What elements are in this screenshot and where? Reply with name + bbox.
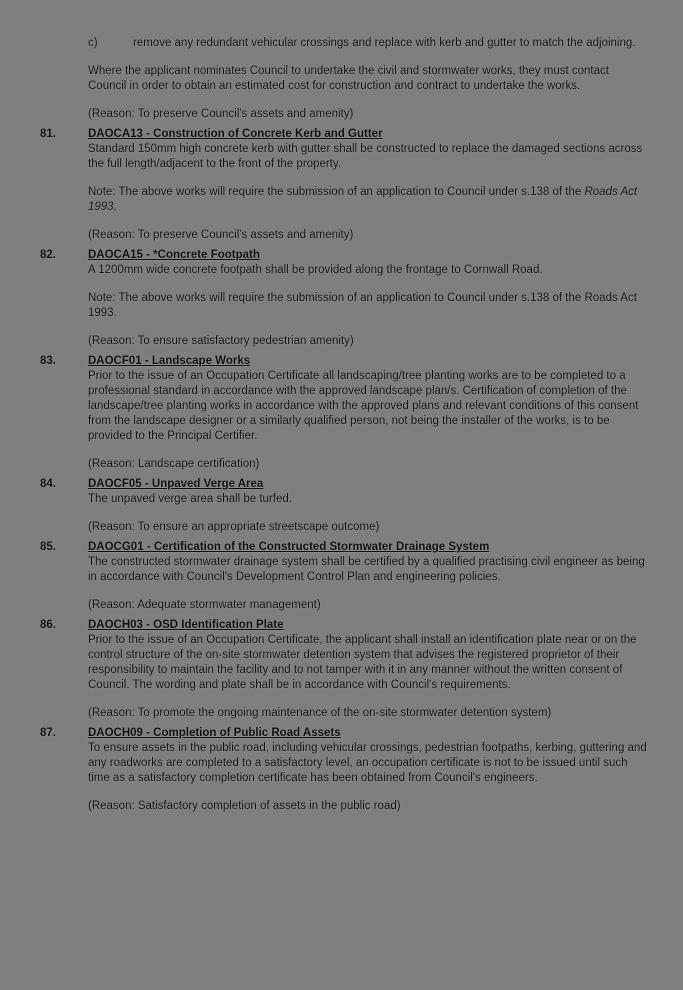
condition-reason: (Reason: Satisfactory completion of assets in the public road) xyxy=(88,800,401,812)
condition-body: Prior to the issue of an Occupation Certificate all landscaping/tree planting works are to be completed to a professional standard in accordance with the approved landscape plan/s. Certification of completion of the landscape/tree planting works in accordance with the approved plans and relevant conditions of this consent from the landscape designer or a similarly qualified person, not being the installer of the works, is to be provided to the Principal Certifier. xyxy=(88,370,639,442)
condition-title: DAOCA15 - *Concrete Footpath xyxy=(88,249,260,261)
condition-number: 81. xyxy=(40,128,56,140)
condition-number: 84. xyxy=(40,478,56,490)
condition-83 xyxy=(40,354,649,472)
condition-number: 82. xyxy=(40,249,56,261)
condition-note: Note: The above works will require the submission of an application to Council under s.138 of the Roads Act 1993. xyxy=(88,292,637,319)
condition-body: To ensure assets in the public road, including vehicular crossings, pedestrian footpaths, kerbing, guttering and any roadworks are completed to a satisfactory level, an occupation certificate is not to be issued until such time as a satisfactory completion certificate has been obtained from Council's engineers. xyxy=(88,742,647,784)
condition-number: 86. xyxy=(40,619,56,631)
condition-87 xyxy=(40,726,649,814)
subitem-text: remove any redundant vehicular crossings and replace with kerb and gutter to match the adjoining. xyxy=(133,37,636,49)
condition-82 xyxy=(40,248,649,349)
condition-reason: (Reason: To preserve Council's assets and amenity) xyxy=(88,229,354,241)
subitem-c xyxy=(88,36,649,51)
condition-number: 83. xyxy=(40,355,56,367)
condition-reason: (Reason: To promote the ongoing maintenance of the on-site stormwater detention system) xyxy=(88,707,552,719)
condition-reason: (Reason: To ensure an appropriate streetscape outcome) xyxy=(88,521,380,533)
intro-reason: (Reason: To preserve Council's assets and amenity) xyxy=(88,108,354,120)
condition-number: 85. xyxy=(40,541,56,553)
condition-84 xyxy=(40,477,649,535)
condition-number: 87. xyxy=(40,727,56,739)
intro-paragraph: Where the applicant nominates Council to undertake the civil and stormwater works, they must contact Council in order to obtain an estimated cost for construction and contract to undertake the works. xyxy=(88,65,609,92)
intro-block xyxy=(40,36,649,122)
condition-title: DAOCA13 - Construction of Concrete Kerb and Gutter xyxy=(88,128,383,140)
condition-title: DAOCH03 - OSD Identification Plate xyxy=(88,619,284,631)
condition-81 xyxy=(40,127,649,243)
condition-title: DAOCH09 - Completion of Public Road Assets xyxy=(88,727,341,739)
note-period: . xyxy=(113,201,117,213)
condition-86 xyxy=(40,618,649,721)
condition-body: A 1200mm wide concrete footpath shall be provided along the frontage to Cornwall Road. xyxy=(88,264,543,276)
condition-reason: (Reason: To ensure satisfactory pedestrian amenity) xyxy=(88,335,354,347)
condition-title: DAOCF05 - Unpaved Verge Area xyxy=(88,478,264,490)
condition-title: DAOCG01 - Certification of the Constructed Stormwater Drainage System xyxy=(88,541,490,553)
note-text: Note: The above works will require the submission of an application to Council under s.138 of the xyxy=(88,186,585,198)
condition-reason: (Reason: Adequate stormwater management) xyxy=(88,599,321,611)
condition-body: Standard 150mm high concrete kerb with gutter shall be constructed to replace the damaged sections across the full length/adjacent to the front of the property. xyxy=(88,143,643,170)
note-act-reference: Roads Act 1993 xyxy=(88,186,638,213)
subitem-label: c) xyxy=(88,37,98,49)
condition-body: The constructed stormwater drainage system shall be certified by a qualified practising civil engineer as being in accordance with Council's Development Control Plan and engineering policies. xyxy=(88,556,645,583)
condition-body: The unpaved verge area shall be turfed. xyxy=(88,493,292,505)
condition-note xyxy=(88,185,649,215)
condition-reason: (Reason: Landscape certification) xyxy=(88,458,260,470)
condition-title: DAOCF01 - Landscape Works xyxy=(88,355,251,367)
condition-body: Prior to the issue of an Occupation Certificate, the applicant shall install an identification plate near or on the control structure of the on-site stormwater detention system that advises the registered proprietor of their responsibility to maintain the facility and to not tamper with it in any manner without the written consent of Council. The wording and plate shall be in accordance with Council's requirements. xyxy=(88,634,637,691)
condition-85 xyxy=(40,540,649,613)
